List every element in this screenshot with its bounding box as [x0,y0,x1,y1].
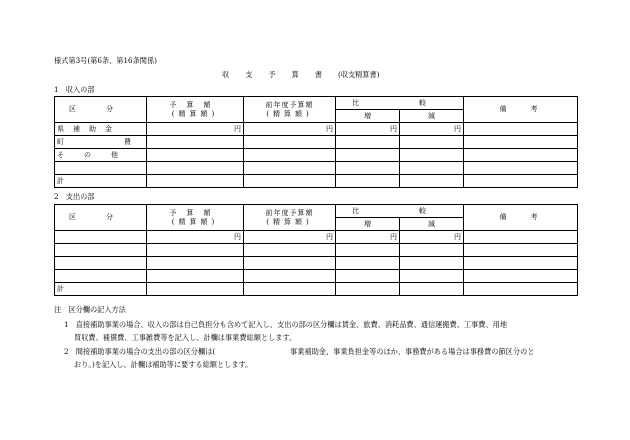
title-main: 収支予算書 [222,70,338,79]
row-label: 計 [55,283,147,296]
header-category: 区分 [55,205,147,231]
table-row [55,136,578,149]
table-row [55,162,578,175]
table-row [55,149,578,162]
unit-cell: 円 [147,123,244,136]
unit-cell: 円 [400,231,464,244]
total-row [55,283,578,296]
income-table [54,96,578,188]
row-label [55,162,147,175]
header-budget: 予算額 (精算額) [147,205,244,231]
row-label: 計 [55,175,147,188]
title-sub: (収支精算書) [337,70,380,79]
header-compare: 比較 [336,205,464,218]
expense-section-label: 2 支出の部 [54,192,95,201]
unit-cell: 円 [244,231,336,244]
table-row [55,257,578,270]
row-label: その他 [55,149,147,162]
unit-cell: 円 [400,123,464,136]
header-remarks: 備考 [464,97,578,123]
remarks-cell [464,123,578,136]
income-section-label: 1 収入の部 [54,85,95,94]
note-2-line-1a: 2 間接補助事業の場合の支出の部の区分欄は( [64,347,216,356]
total-row [55,175,578,188]
notes-title: 注 区分欄の記入方法 [54,305,126,314]
form-number: 様式第3号(第6条、第16条関係) [54,56,157,65]
note-2-line-1b: 事業補助金、事業負担金等のほか、事務費がある場合は事務費の節区分のと [290,347,535,356]
header-decrease: 減 [400,110,464,123]
table-row [55,231,578,244]
row-label [55,244,147,257]
header-increase: 増 [336,110,400,123]
row-label: 町費 [55,136,147,149]
header-decrease: 減 [400,218,464,231]
row-label [55,257,147,270]
expense-table [54,204,578,296]
header-budget: 予算額 (精算額) [147,97,244,123]
table-row [55,123,578,136]
header-increase: 増 [336,218,400,231]
document-title [222,71,410,78]
unit-cell: 円 [147,231,244,244]
note-2-line-2: おり。)を記入し、計欄は補助等に要する総額とします。 [74,360,253,369]
header-prev-budget: 前年度予算額 (精算額) [244,97,336,123]
header-remarks: 備考 [464,205,578,231]
table-row [55,244,578,257]
row-label [55,270,147,283]
note-1-line-1: 1 直接補助事業の場合、収入の部は自己負担分も含めて記入し、支出の部の区分欄は賃金、旅費、消耗品費、通信運搬費、工事費、用地 [64,320,508,329]
header-category: 区分 [55,97,147,123]
note-1-line-2: 買収費、補償費、工事雑費等を記入し、計欄は事業費総額とします。 [74,333,297,342]
unit-cell: 円 [336,123,400,136]
header-compare: 比較 [336,97,464,110]
table-row [55,270,578,283]
row-label [55,231,147,244]
unit-cell: 円 [336,231,400,244]
header-prev-budget: 前年度予算額 (精算額) [244,205,336,231]
unit-cell: 円 [244,123,336,136]
remarks-cell [464,231,578,244]
row-label: 県補助金 [55,123,147,136]
